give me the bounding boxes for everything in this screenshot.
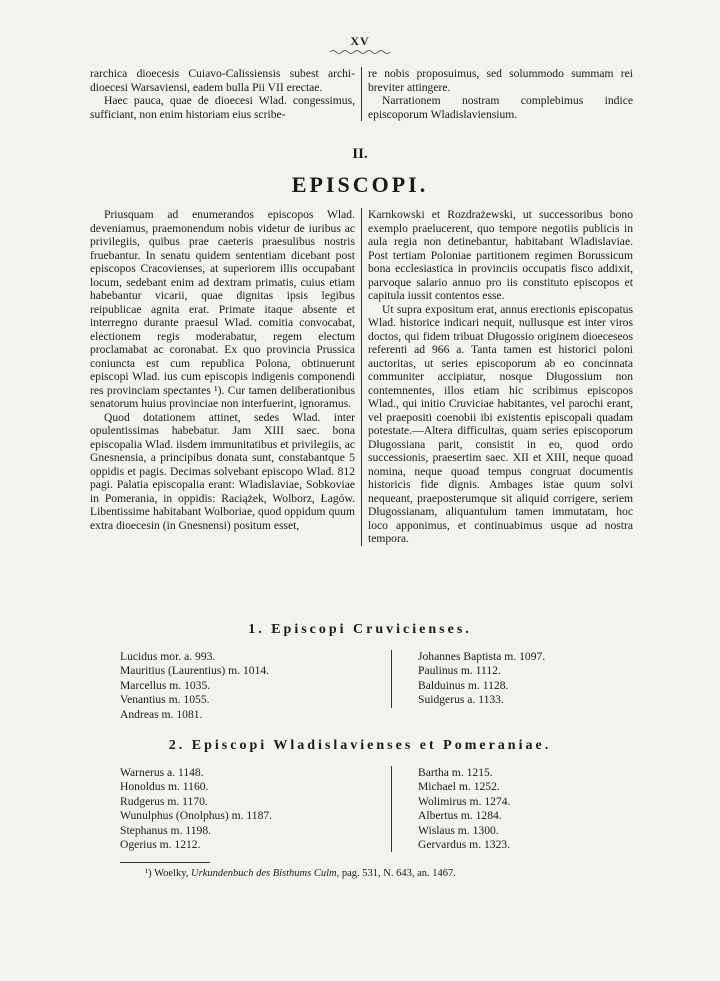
paragraph: Narrationem nostram complebimus indice episcoporum Wladislaviensium. (368, 94, 633, 121)
list-item: Paulinus m. 1112. (418, 664, 501, 678)
paragraph: Haec pauca, quae de dioecesi Wlad. congessimus, sufficiant, non enim historiam eius scribe- (90, 94, 355, 121)
list-item: Wunulphus (Onolphus) m. 1187. (120, 809, 273, 823)
column-divider (391, 766, 392, 852)
footnote-rule (120, 862, 210, 863)
list-item: Albertus m. 1284. (418, 809, 502, 823)
list-item: Suidgerus a. 1133. (418, 693, 504, 707)
column-divider (391, 650, 392, 708)
paragraph: Ut supra expositum erat, annus erectionis episcopatus Wlad. historice indicari nequit, nullusque est inter viros doctos, qui fidem tribuat Długossio originem dioeceseos referenti ad 966 a. Tanta tamen est historici poloni auctoritas, ut series episcoporum ab eo concinnata communiter accipiatur, nosque Długossium non contemnentes, illos etiam hic scribimus episcopos Wlad., qui initio Cruviciae habitantes, vel parochi erant, vel praepositi coenobii ibi existentis episcopali quadam potestate.—Altera difficultas, quam series episcoporum Długossiana parit, consistit in eo, quod ordo successionis, praesertim saec. XII et XIII, neque quoad nomina, neque quoad tempus congruat documentis historicis fide dignis. Ambages istae quum solvi nequeant, praeposterumque sit aliquid corrigere, seriem Długossianam, aliquantulum tamen immutatam, hoc loco apponimus, et continuabimus usque ad nostra tempora. (368, 302, 633, 545)
list-item: Wolimirus m. 1274. (418, 794, 511, 808)
section-number: II. (352, 146, 368, 162)
paragraph: rarchica dioecesis Cuiavo-Calissiensis subest archi-dioecesi Warsaviensi, eadem bulla Pii VII erectae. (90, 67, 355, 94)
paragraph: Karnkowski et Rozdrażewski, ut successoribus bono exemplo praelucerent, quo tempore negotiis publicis in aula regia non detinebantur, habitabant Wladislaviae. Post tertiam Poloniae partitionem regimen Borussicum bona ecclesiastica in provinciis occupatis fisco addixit, parvoque salario annuo pro iis constituto episcopos et capitula iussit contentos esse. (368, 208, 633, 302)
paragraph: Quod dotationem attinet, sedes Wlad. inter opulentissimas habebatur. Jam XIII saec. bona episcopalia Wlad. iisdem immunitatibus et privilegiis, ac Gnesnensia, a principibus donata sunt, constabantque 5 oppidis et pagis. Decimas solvebant episcopo Wlad. 812 pagi. Palatia episcopalia erant: Wladislaviae, Sobkoviae in Pomerania, in oppidis: Raciążek, Wolborz, Łagów. Libentissime habitabant Wolboriae, quod oppidum quum extra dioecesin (in Gnesnensi) positum esset, (90, 410, 355, 532)
list-item: Wislaus m. 1300. (418, 823, 499, 837)
column-divider (361, 208, 362, 546)
list-item: Warnerus a. 1148. (120, 766, 204, 779)
list-item: Bartha m. 1215. (418, 766, 493, 779)
list-item: Stephanus m. 1198. (120, 823, 212, 837)
list-column-right (398, 650, 545, 722)
list-item: Gervardus m. 1323. (418, 838, 511, 852)
list-item: Honoldus m. 1160. (120, 780, 209, 794)
footnote-ref: pag. 531, N. 643, an. 1467. (341, 868, 456, 879)
list-item: Michael m. 1252. (418, 780, 500, 794)
list-heading-wladislavienses: 2. Episcopi Wladislavienses et Pomeraniae. (168, 738, 552, 753)
list-item: Venantius m. 1055. (120, 693, 210, 707)
list-item: Balduinus m. 1128. (418, 678, 509, 692)
list-item: Marcellus m. 1035. (120, 678, 211, 692)
main-text-columns (90, 208, 633, 546)
bishop-list-1 (120, 650, 545, 722)
list-column-right (398, 766, 510, 852)
page-header (0, 34, 720, 55)
main-column-right (368, 208, 633, 546)
footnote-title: Urkundenbuch des Bisthums Culm, (191, 868, 340, 879)
list-item: Lucidus mor. a. 993. (120, 650, 216, 663)
column-divider (361, 67, 362, 121)
list-heading-cruvicienses: 1. Episcopi Cruvicienses. (248, 622, 472, 637)
top-column-left (90, 67, 355, 121)
header-ornament (330, 49, 390, 55)
list-column-left (120, 650, 385, 722)
section-title: EPISCOPI. (291, 172, 429, 197)
top-column-right (368, 67, 633, 121)
paragraph: Priusquam ad enumerandos episcopos Wlad. deveniamus, praemonendum nobis videtur de iuribus ac privilegiis, quibus prae caeteris praesulibus nostris fruebantur. In senatu quidem sententiam dicebant post episcopos Cracovienses, at superiorem illis occupabant locum, sedebant enim ad dextram primatis, cuius etiam habebantur vicarii, quae dignitas ipsis legibus reipublicae agnita erat. Primate itaque absente et interregno durante praesul Wlad. comitia convocabat, electionem regis moderabatur, regem electum proclamabat ac coronabat. Ex quo provincia Prussica coniuncta est cum republica Polona, obtinuerunt episcopi Wlad. ius cum episcopis indigenis componendi res provinciam spectantes ¹). Cur tamen deliberationibus senatorum huius provinciae non interfuerint, ignoramus. (90, 208, 355, 410)
footnote-mark: ¹) Woelky, (145, 868, 189, 879)
list-column-left (120, 766, 385, 852)
footnote (145, 868, 456, 879)
bishop-list-2 (120, 766, 510, 852)
list-item: Mauritius (Laurentius) m. 1014. (120, 664, 270, 678)
list-item: Johannes Baptista m. 1097. (418, 650, 546, 663)
list-item: Andreas m. 1081. (120, 707, 203, 721)
list-item: Ogerius m. 1212. (120, 838, 201, 852)
paragraph: re nobis proposuimus, sed solummodo summam rei breviter attingere. (368, 67, 633, 94)
page-number: XV (350, 34, 370, 48)
top-text-columns (90, 67, 633, 121)
list-item: Rudgerus m. 1170. (120, 794, 208, 808)
main-column-left (90, 208, 355, 546)
